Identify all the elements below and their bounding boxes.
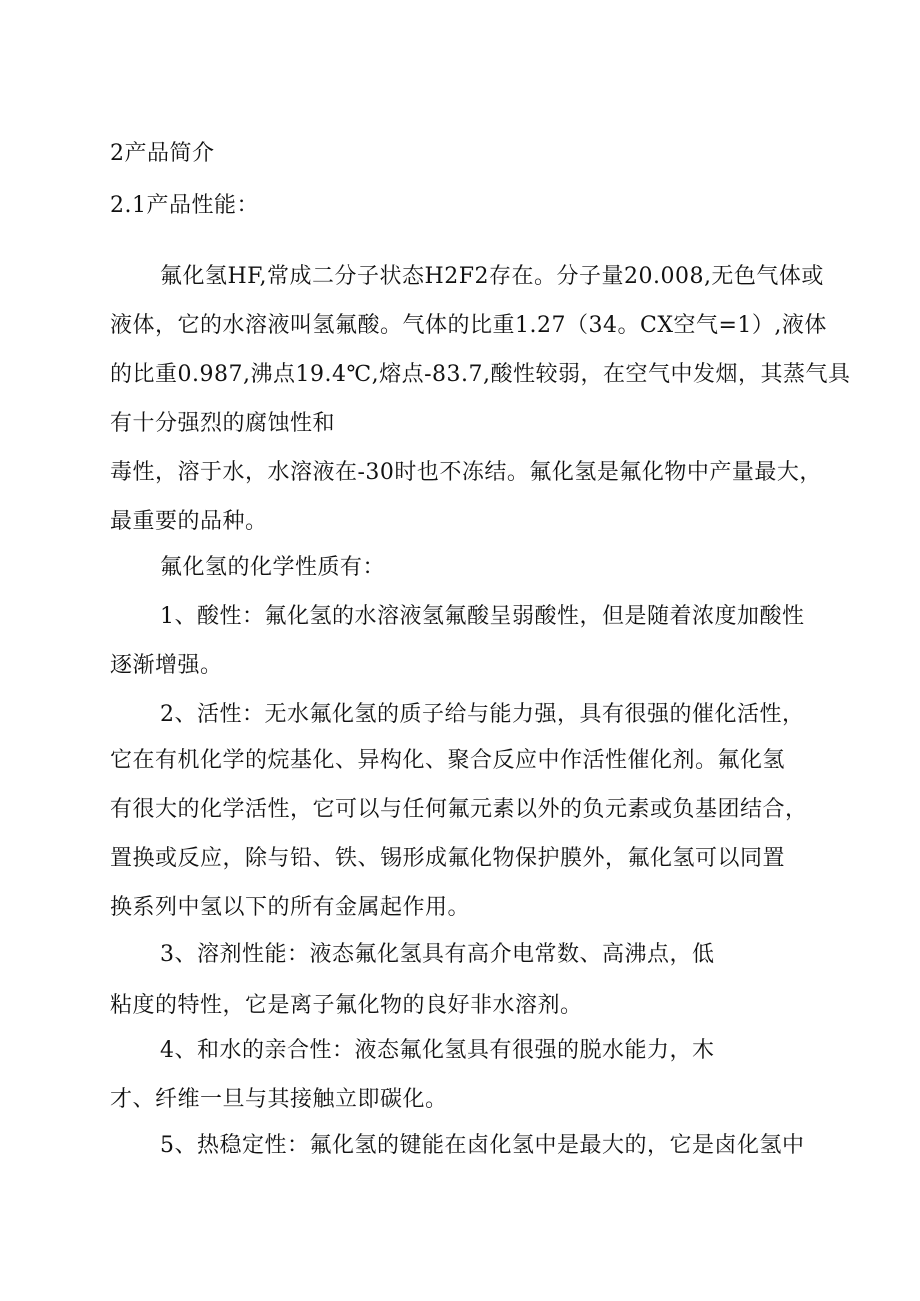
chem-props-intro: 氟化氢的化学性质有： (160, 555, 386, 580)
item-line: 换系列中氢以下的所有金属起作用。 (110, 895, 471, 920)
item-line: 5、热稳定性：氟化氢的键能在卤化氢中是最大的，它是卤化氢中 (160, 1133, 805, 1158)
item-line: 它在有机化学的烷基化、异构化、聚合反应中作活性催化剂。氟化氢 (110, 748, 786, 773)
item-line: 2、活性：无水氟化氢的质子给与能力强，具有很强的催化活性， (160, 702, 805, 727)
item-line: 3、溶剂性能：液态氟化氢具有高介电常数、高沸点，低 (160, 942, 715, 967)
item-line: 4、和水的亲合性：液态氟化氢具有很强的脱水能力，木 (160, 1038, 715, 1063)
paragraph-line: 液体，它的水溶液叫氢氟酸。气体的比重1.27（34。CX空气=1）,液体 (110, 313, 827, 338)
item-line: 逐渐增强。 (110, 653, 223, 678)
paragraph-line: 最重要的品种。 (110, 509, 268, 534)
item-line: 粘度的特性，它是离子氟化物的良好非水溶剂。 (110, 993, 583, 1018)
paragraph-line: 毒性，溶于水，水溶液在-30时也不冻结。氟化氢是氟化物中产量最大， (110, 460, 822, 485)
item-line: 1、酸性：氟化氢的水溶液氢氟酸呈弱酸性，但是随着浓度加酸性 (160, 604, 805, 629)
paragraph-line: 有十分强烈的腐蚀性和 (110, 411, 336, 436)
paragraph-line: 氟化氢HF,常成二分子状态H2F2存在。分子量20.008,无色气体或 (160, 264, 824, 289)
item-line: 才、纤维一旦与其接触立即碳化。 (110, 1087, 448, 1112)
paragraph-line: 的比重0.987,沸点19.4℃,熔点-83.7,酸性较弱，在空气中发烟，其蒸气具 (110, 362, 851, 387)
item-line: 有很大的化学活性，它可以与任何氟元素以外的负元素或负基团结合， (110, 797, 808, 822)
section-title: 2产品简介 (110, 141, 215, 166)
subsection-title: 2.1产品性能： (110, 193, 259, 218)
item-line: 置换或反应，除与铅、铁、锡形成氟化物保护膜外，氟化氢可以同置 (110, 846, 786, 871)
